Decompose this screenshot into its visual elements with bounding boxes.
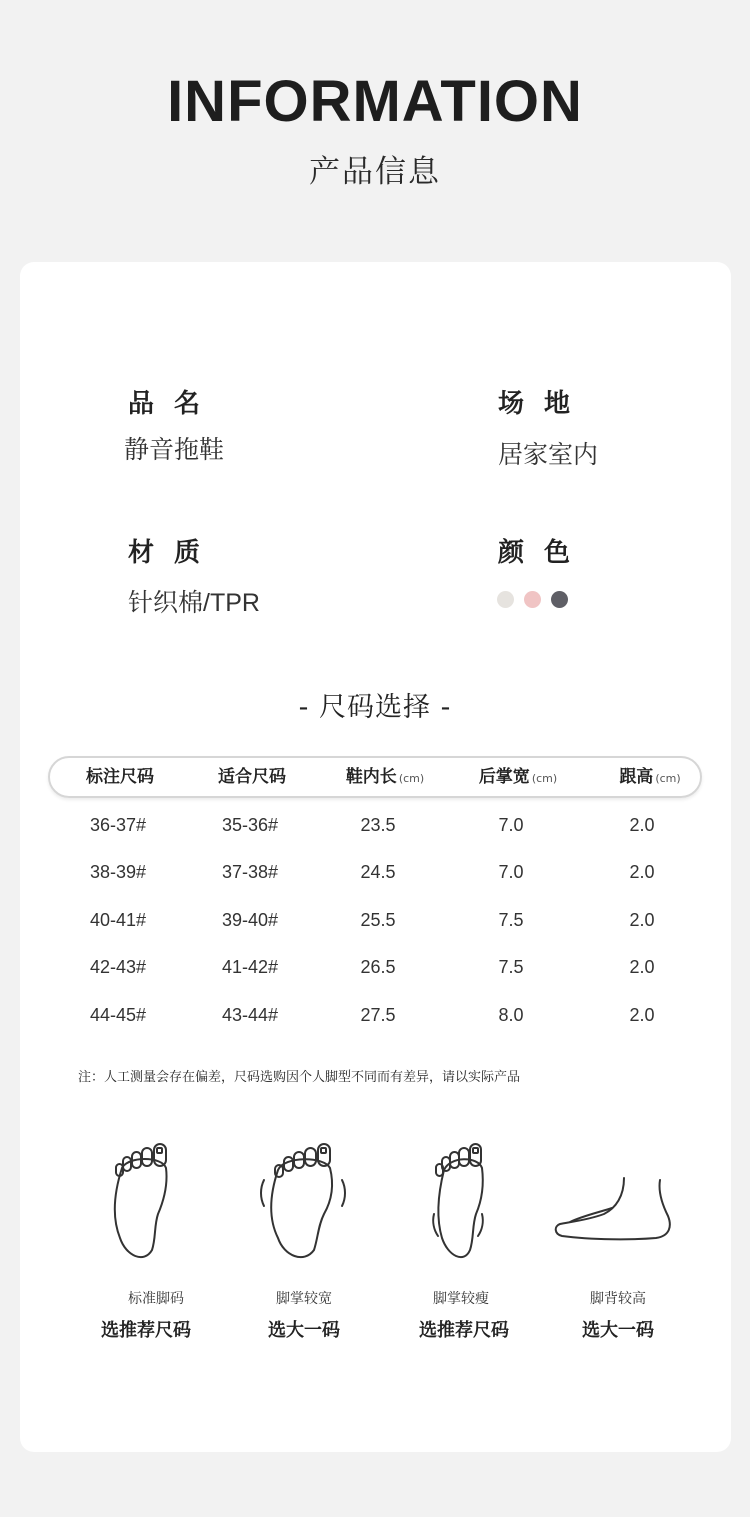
table-cell: 7.0 [498,815,524,835]
col-heel-width: 后掌宽 (cm) [478,767,558,787]
color-swatches [497,591,568,608]
table-cell: 38-39# [89,862,147,882]
name-value: 静音拖鞋 [124,435,225,464]
table-cell: 7.5 [498,910,524,930]
table-cell: 24.5 [360,862,396,882]
table-cell: 40-41# [89,910,147,930]
foot-recommendation: 选大一码 [268,1320,340,1341]
foot-recommendation: 选推荐尺码 [419,1320,509,1341]
title-cn: 产品信息 [309,154,441,190]
standard-foot-icon [92,1138,212,1266]
color-label: 颜色 [498,538,591,568]
table-cell: 8.0 [498,1005,524,1025]
table-cell: 2.0 [629,910,655,930]
name-label: 品名 [128,389,221,419]
table-cell: 41-42# [221,957,279,977]
foot-caption: 脚掌较宽 [276,1291,332,1307]
place-value: 居家室内 [498,440,599,469]
color-swatch-light-gray [497,591,514,608]
table-cell: 27.5 [360,1005,396,1025]
col-fit-size: 适合尺码 [218,767,286,787]
foot-caption: 标准脚码 [128,1291,184,1307]
foot-caption: 脚背较高 [590,1291,646,1307]
table-row [48,810,702,840]
high-instep-foot-icon [552,1138,674,1266]
table-cell: 2.0 [629,957,655,977]
place-label: 场地 [498,389,591,419]
wide-foot-icon [252,1138,372,1266]
table-cell: 36-37# [89,815,147,835]
col-marked-size: 标注尺码 [86,767,154,787]
table-cell: 26.5 [360,957,396,977]
narrow-foot-icon [412,1138,532,1266]
table-cell: 37-38# [221,862,279,882]
color-swatch-pink [524,591,541,608]
table-cell: 2.0 [629,815,655,835]
material-label: 材质 [128,538,221,568]
color-swatch-dark-gray [551,591,568,608]
table-cell: 39-40# [221,910,279,930]
table-cell: 42-43# [89,957,147,977]
table-cell: 44-45# [89,1005,147,1025]
table-cell: 25.5 [360,910,396,930]
table-cell: 23.5 [360,815,396,835]
title-en: INFORMATION [167,69,583,134]
table-row [48,905,702,935]
col-heel-height: 跟高 (cm) [619,767,681,787]
table-row [48,1000,702,1030]
size-section-title: - 尺码选择 - [298,692,452,723]
size-table-header [48,756,702,798]
foot-recommendation: 选推荐尺码 [101,1320,191,1341]
table-cell: 43-44# [221,1005,279,1025]
material-value: 针织棉/TPR [128,589,260,617]
table-cell: 35-36# [221,815,279,835]
table-row [48,857,702,887]
col-inner-length: 鞋内长 (cm) [345,767,425,787]
measurement-note: 注：人工测量会存在偏差，尺码选购因个人脚型不同而有差异，请以实际产品 [78,1070,521,1085]
foot-recommendation: 选大一码 [582,1320,654,1341]
table-cell: 7.5 [498,957,524,977]
table-cell: 2.0 [629,1005,655,1025]
table-cell: 7.0 [498,862,524,882]
table-row [48,952,702,982]
foot-caption: 脚掌较瘦 [433,1291,489,1307]
table-cell: 2.0 [629,862,655,882]
